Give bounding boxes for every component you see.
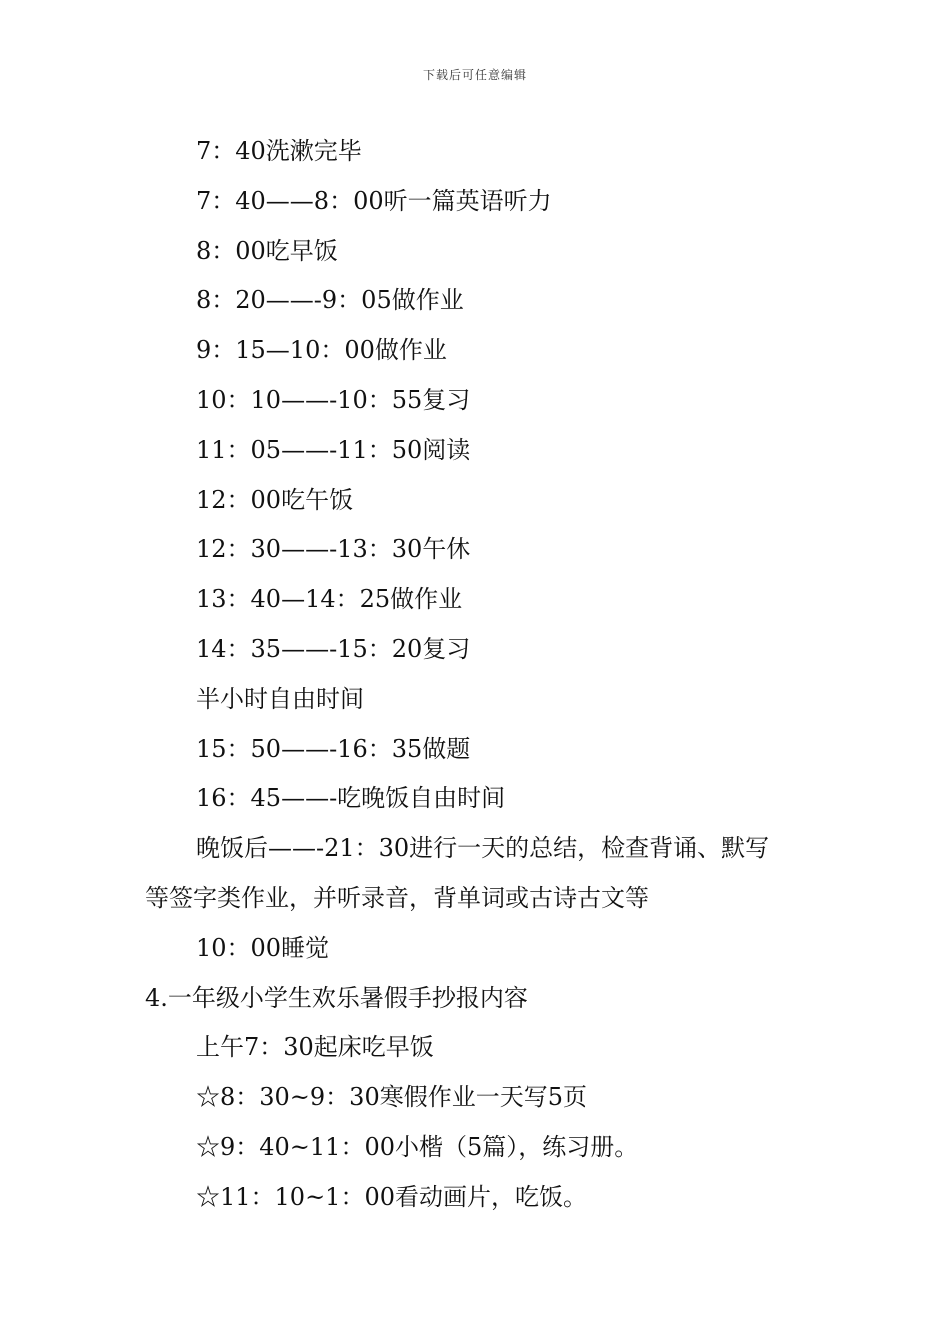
schedule-line: 12：30——-13：30午休: [196, 535, 471, 564]
schedule-line: 10：10——-10：55复习: [196, 385, 471, 414]
schedule-line: 15：50——-16：35做题: [196, 734, 471, 763]
sleep-line: 10：00睡觉: [196, 933, 330, 962]
schedule-line: 8：00吃早饭: [196, 236, 338, 265]
schedule-line: 13：40—14：25做作业: [196, 585, 463, 614]
schedule-line: 7：40洗漱完毕: [196, 137, 362, 165]
section-item: ☆11：10~1：00看动画片，吃饭。: [196, 1182, 587, 1211]
schedule-line: 8：20——-9：05做作业: [196, 286, 464, 315]
evening-paragraph: [145, 824, 815, 924]
schedule-line: 14：35——-15：20复习: [196, 634, 471, 663]
schedule-line: 16：45——-吃晚饭自由时间: [196, 784, 506, 813]
schedule-line: 12：00吃午饭: [196, 485, 354, 514]
schedule-line: 9：15—10：00做作业: [196, 336, 447, 365]
document-body: [145, 127, 815, 1223]
schedule-line: 半小时自由时间: [196, 684, 364, 713]
section-item: 上午7：30起床吃早饭: [196, 1033, 434, 1062]
section-item: ☆8：30~9：30寒假作业一天写5页: [196, 1083, 587, 1112]
page-header-watermark: 下载后可任意编辑: [422, 68, 527, 82]
section-heading: 4.一年级小学生欢乐暑假手抄报内容: [145, 983, 528, 1012]
evening-line-2: 等签字类作业，并听录音，背单词或古诗古文等: [145, 883, 649, 912]
section-item: ☆9：40~11：00小楷（5篇），练习册。: [196, 1132, 639, 1161]
evening-line-1: 晚饭后——-21：30进行一天的总结，检查背诵、默写: [196, 834, 770, 863]
schedule-line: 7：40——8：00听一篇英语听力: [196, 186, 552, 215]
schedule-line: 11：05——-11：50阅读: [196, 435, 471, 464]
